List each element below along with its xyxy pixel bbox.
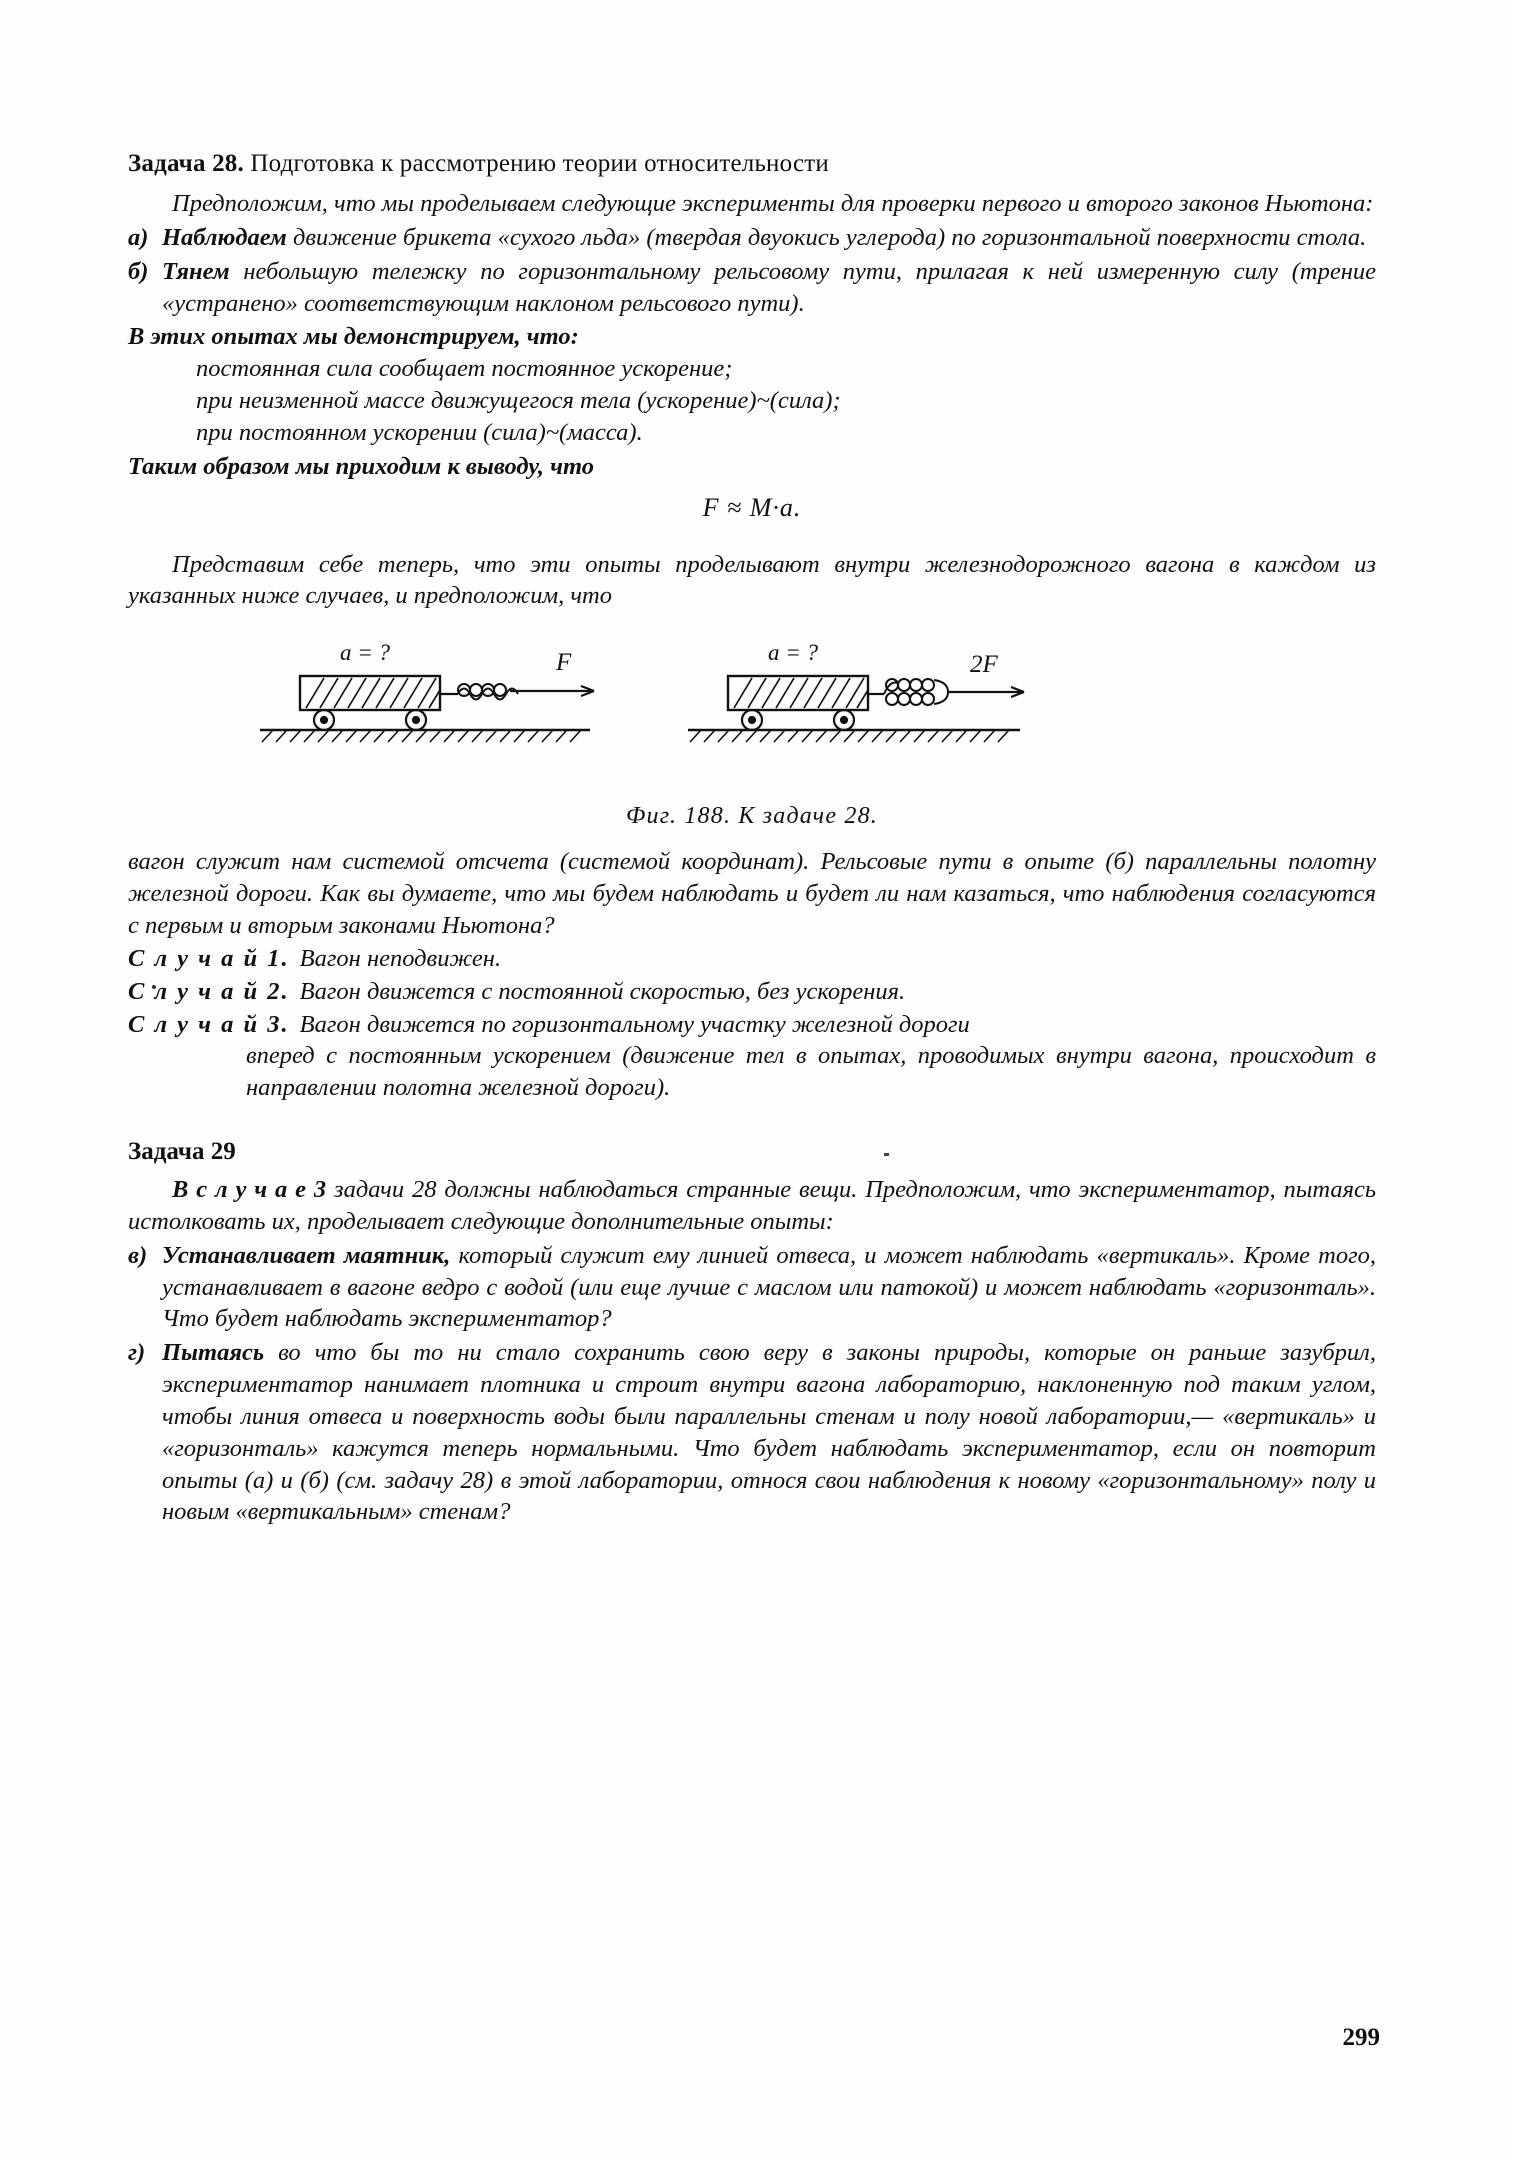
item-text-bold: Тянем xyxy=(162,257,230,285)
task-28-item-a xyxy=(128,222,1376,254)
case-marker: С л у ч а й 1. xyxy=(128,944,290,972)
demo-line: при неизменной массе движущегося тела (ускорение)~(сила); xyxy=(196,387,841,415)
case-marker: С л у ч а й 3. xyxy=(128,1010,290,1038)
case-text: Вагон неподвижен. xyxy=(299,944,502,972)
task-28-case-3 xyxy=(128,1009,1376,1041)
figure-188-caption: Фиг. 188. К задаче 28. xyxy=(626,803,878,830)
task-29-item-v xyxy=(128,1240,1376,1336)
task-28-case-3-continuation: вперед с постоянным ускорением (движение тел в опытах, проводимых внутри вагона, происходит в направлении полотна железной дороги). xyxy=(246,1042,1376,1102)
case-marker: С л у ч а й 2. xyxy=(128,977,290,1005)
item-text-bold: Пытаясь xyxy=(162,1339,265,1367)
task-29-heading: Задача 29 xyxy=(128,1138,236,1166)
item-text xyxy=(162,222,1376,254)
item-text-bold: Наблюдаем xyxy=(162,223,287,251)
item-text-rest: во что бы то ни стало сохранить свою веру в законы природы, которые он раньше зазубрил, экспериментатор нанимает плотника и строит внутри вагона лабораторию, наклоненную под таким углом, чтобы линия отвеса и поверхность воды были параллельны стенам и полу новой лаборатории,— «вертикаль» и «горизонталь» кажутся теперь нормальными. Что будет наблюдать экспериментатор, если он повторит опыты (а) и (б) (см. задачу 28) в этой лаборатории, относя свои наблюдения к новому «горизонтальному» полу и новым «вертикальным» стенам? xyxy=(162,1339,1376,1526)
figure-188 xyxy=(128,638,1376,830)
item-text-rest: который служит ему линией отвеса, и может наблюдать «вертикаль». Кроме того, устанавливает в вагоне ведро с водой (или еще лучше с маслом или патокой) и может наблюдать «горизонталь». Что будет наблюдать экспериментатор? xyxy=(162,1241,1376,1333)
task-29-intro xyxy=(128,1174,1376,1238)
demo-line: при постоянном ускорении (сила)~(масса). xyxy=(196,418,643,446)
item-text-rest: небольшую тележку по горизонтальному рельсовому пути, прилагая к ней измеренную силу (трение «устранено» соответствующим наклоном рельсового пути). xyxy=(162,257,1376,317)
task-29-intro-rest: задачи 28 должны наблюдаться странные вещи. Предположим, что экспериментатор, пытаясь истолковать их, проделывает следующие дополнительные опыты: xyxy=(128,1176,1376,1235)
task-28-after-formula: Представим себе теперь, что эти опыты проделывают внутри железнодорожного вагона в каждом из указанных ниже случаев, и предположим, что xyxy=(128,550,1376,610)
formula-newton-second-law: F ≈ M·a. xyxy=(702,492,802,522)
demo-lead-text: В этих опытах мы демонстрируем, что: xyxy=(128,323,579,351)
case-text: Вагон движется с постоянной скоростью, без ускорения. xyxy=(299,977,906,1005)
item-text xyxy=(162,1240,1376,1336)
task-28-item-b xyxy=(128,256,1376,320)
page-content xyxy=(128,150,1376,1528)
task-28-label: Задача 28. xyxy=(128,150,244,177)
task-28-after-figure: вагон служит нам системой отсчета (системой координат). Рельсовые пути в опыте (б) параллельны полотну железной дороги. Как вы думаете, что мы будем наблюдать и будет ли нам казаться, что наблюдения согласуются с первым и вторым законами Ньютона? xyxy=(128,848,1376,939)
task-29-intro-lead: В с л у ч а е 3 xyxy=(172,1176,327,1204)
item-text xyxy=(162,1337,1376,1528)
task-28-case-2 xyxy=(128,976,1376,1008)
item-text-bold: Устанавливает маятник, xyxy=(162,1241,451,1269)
task-29-item-g xyxy=(128,1337,1376,1528)
task-28-title: Подготовка к рассмотрению теории относительности xyxy=(250,150,829,177)
task-28-demo-lead xyxy=(128,321,1376,353)
page-number: 299 xyxy=(1342,2024,1380,2051)
item-text xyxy=(162,256,1376,320)
conclusion-lead-text: Таким образом мы приходим к выводу, что xyxy=(128,452,595,480)
figure-left-acceleration-label: a = ? xyxy=(340,640,391,666)
item-marker: а) xyxy=(128,223,149,251)
case-text: Вагон движется по горизонтальному участку железной дороги xyxy=(299,1010,970,1038)
figure-right-acceleration-label: a = ? xyxy=(768,640,819,666)
item-marker: б) xyxy=(128,257,149,285)
task-28-case-1 xyxy=(128,943,1376,975)
figure-right-force-label: 2F xyxy=(970,651,998,679)
figure-left-force-label: F xyxy=(556,649,572,677)
demo-line: постоянная сила сообщает постоянное ускорение; xyxy=(196,355,733,383)
item-marker: г) xyxy=(128,1339,146,1367)
task-28-heading xyxy=(128,150,1376,178)
task-28-intro: Предположим, что мы проделываем следующие эксперименты для проверки первого и второго законов Ньютона: xyxy=(172,190,1374,217)
item-marker: в) xyxy=(128,1241,148,1269)
figure-188-drawing xyxy=(128,638,1376,788)
task-28-conclusion-lead xyxy=(128,451,1376,483)
item-text-rest: движение брикета «сухого льда» (твердая двуокись углерода) по горизонтальной поверхности стола. xyxy=(286,223,1367,251)
task-28-demo-lines xyxy=(128,353,1376,449)
